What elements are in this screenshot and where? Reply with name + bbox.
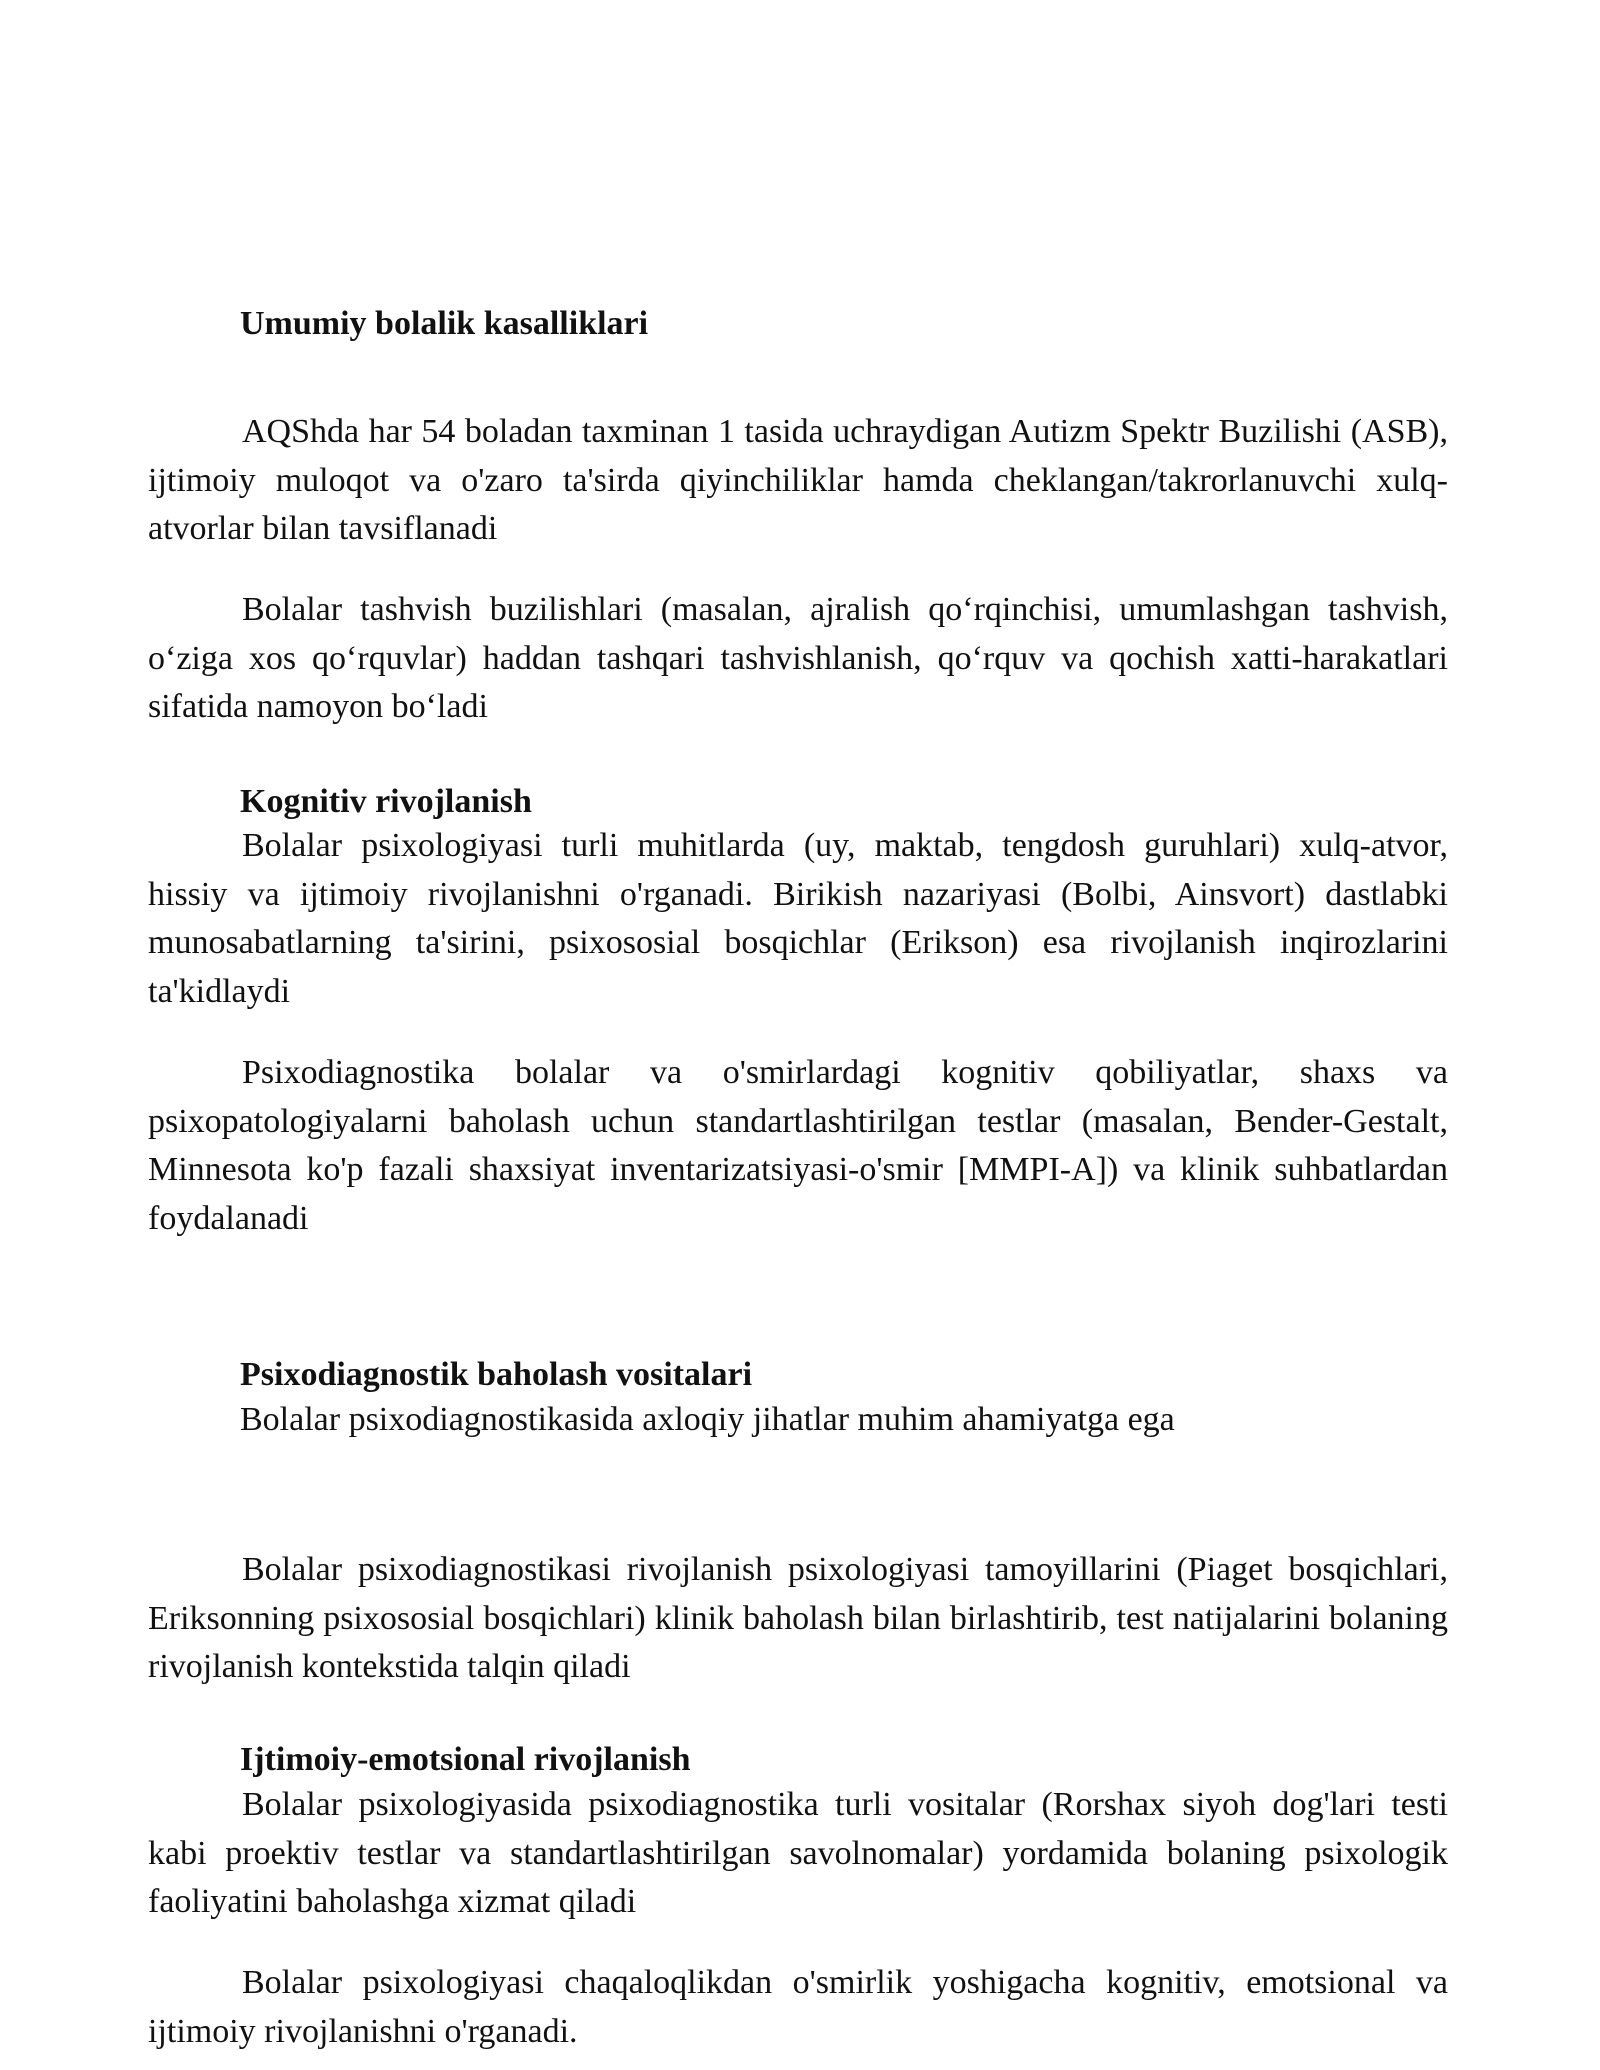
section-heading: Psixodiagnostik baholash vositalari (240, 1356, 753, 1393)
paragraph: Psixodiagnostika bolalar va o'smirlardagi kognitiv qobiliyatlar, shaxs va psixopatologiyalarni baholash uchun standartlashtirilgan testlar (masalan, Bender-Gestalt, Minnesota ko'p fazali shaxsiyat inventarizatsiyasi-o'smir [MMPI-A]) va klinik suhbatlardan foydalanadi (148, 1054, 1448, 1237)
paragraph: Bolalar psixologiyasi chaqaloqlikdan o'smirlik yoshigacha kognitiv, emotsional va ijtimoiy rivojlanishni o'rganadi. (148, 1964, 1448, 2050)
section-heading: Ijtimoiy-emotsional rivojlanish (240, 1741, 691, 1778)
section-heading: Umumiy bolalik kasalliklari (240, 305, 649, 342)
paragraph: Bolalar psixodiagnostikasida axloqiy jihatlar muhim ahamiyatga ega (240, 1401, 1175, 1438)
paragraph: Bolalar psixodiagnostikasi rivojlanish psixologiyasi tamoyillarini (Piaget bosqichlari, Eriksonning psixososial bosqichlari) klinik baholash bilan birlashtirib, test natijalarini bolaning rivojlanish kontekstida talqin qiladi (148, 1551, 1448, 1685)
paragraph: AQShda har 54 boladan taxminan 1 tasida uchraydigan Autizm Spektr Buzilishi (ASB), ijtimoiy muloqot va o'zaro ta'sirda qiyinchiliklar hamda cheklangan/takrorlanuvchi xulq-atvorlar bilan tavsiflanadi (148, 413, 1448, 547)
section-heading: Kognitiv rivojlanish (240, 783, 532, 820)
paragraph: Bolalar psixologiyasi turli muhitlarda (uy, maktab, tengdosh guruhlari) xulq-atvor, hissiy va ijtimoiy rivojlanishni o'rganadi. Birikish nazariyasi (Bolbi, Ainsvort) dastlabki munosabatlarning ta'sirini, psixososial bosqichlar (Erikson) esa rivojlanish inqirozlarini ta'kidlaydi (148, 827, 1448, 1010)
paragraph: Bolalar tashvish buzilishlari (masalan, ajralish qoʻrqinchisi, umumlashgan tashvish, oʻziga xos qoʻrquvlar) haddan tashqari tashvishlanish, qoʻrquv va qochish xatti-harakatlari sifatida namoyon boʻladi (148, 591, 1448, 725)
paragraph: Bolalar psixologiyasida psixodiagnostika turli vositalar (Rorshax siyoh dog'lari testi kabi proektiv testlar va standartlashtirilgan savolnomalar) yordamida bolaning psixologik faoliyatini baholashga xizmat qiladi (148, 1786, 1448, 1920)
